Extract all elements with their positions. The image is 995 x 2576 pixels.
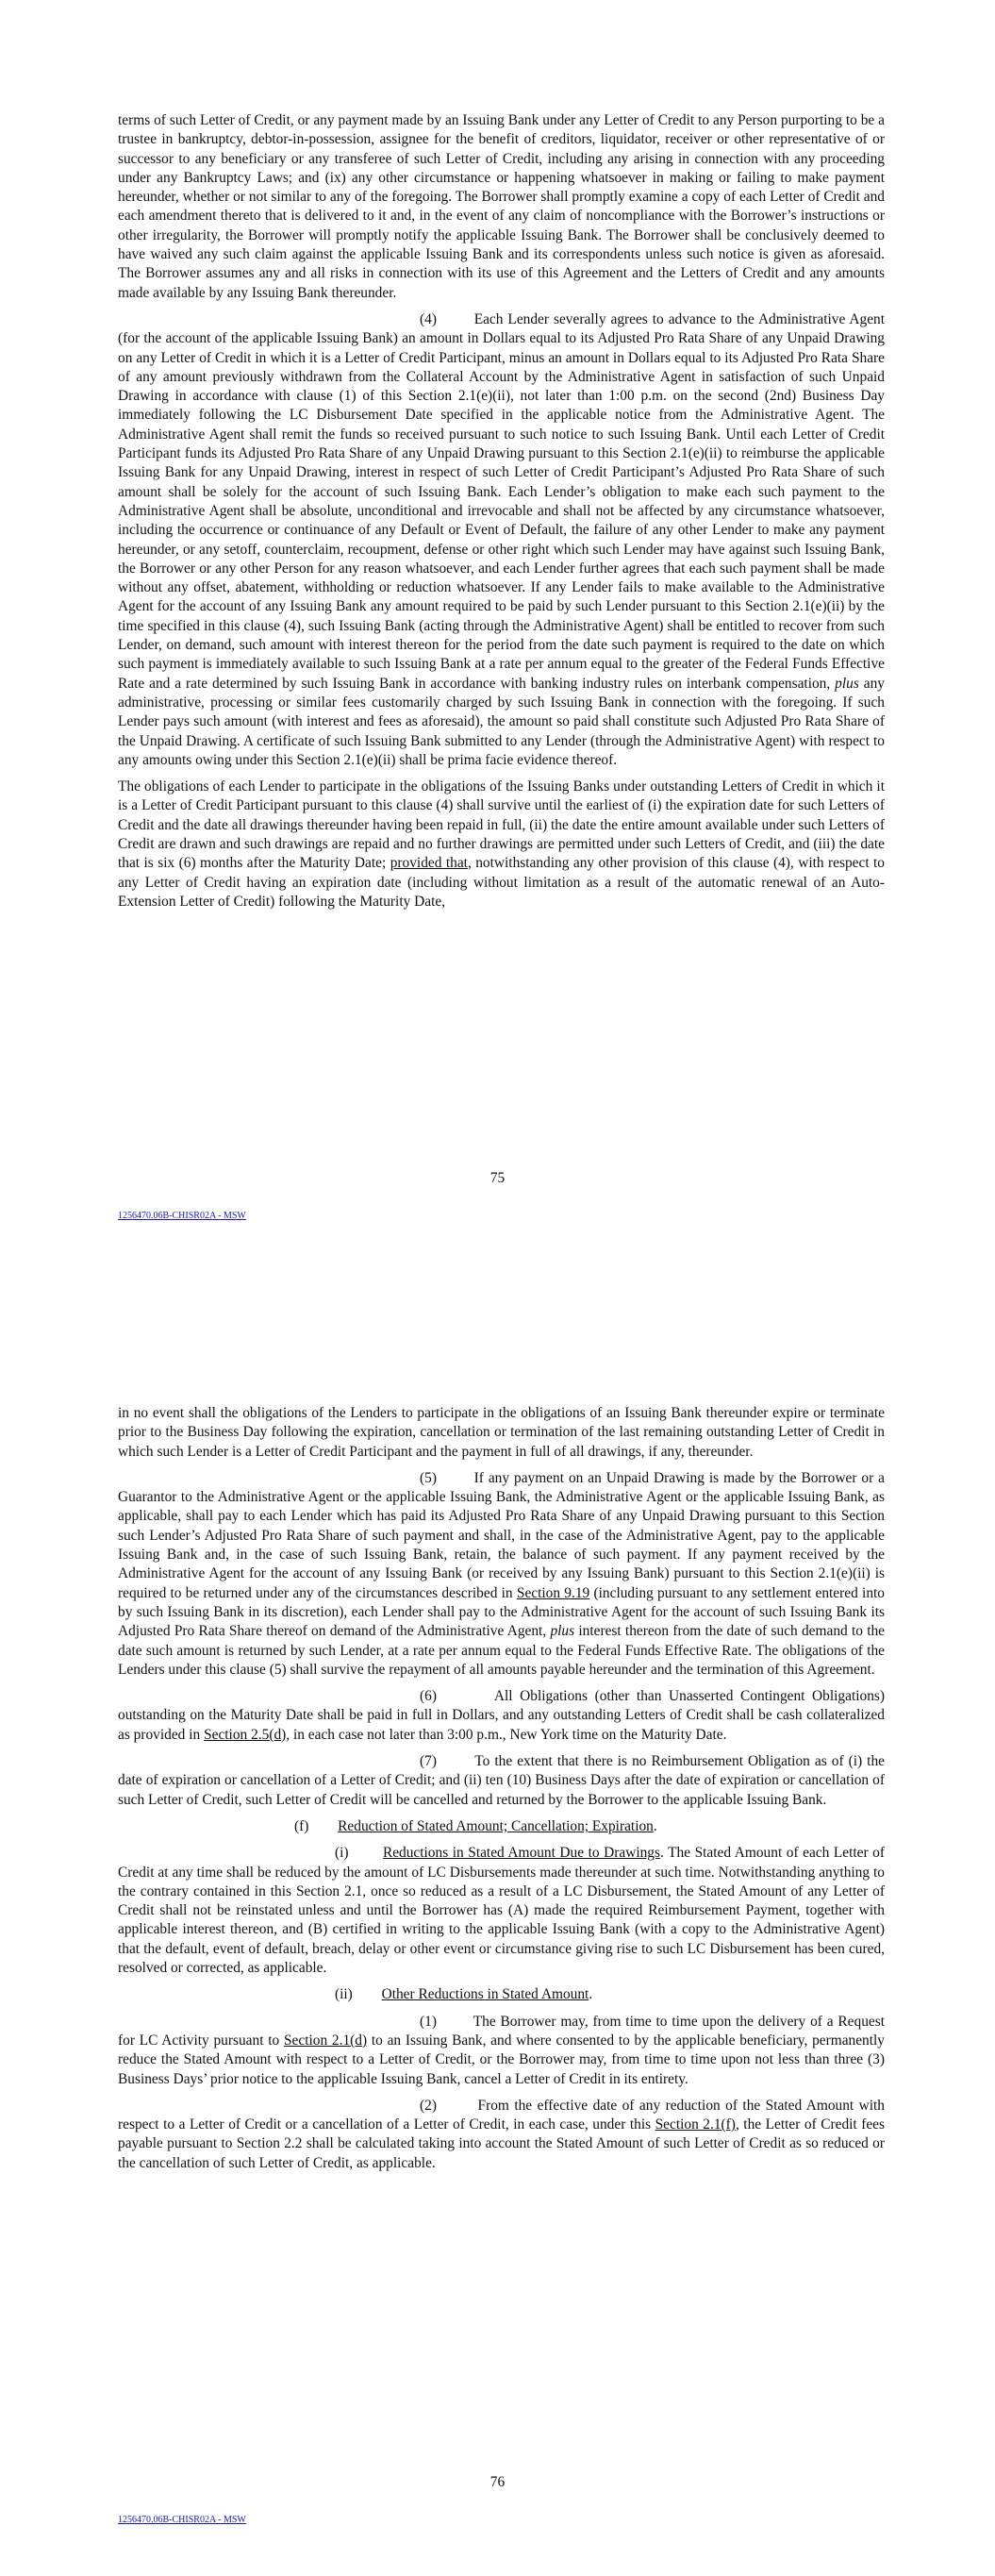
clause-text: interest thereon from the date of such demand to the date such amount is returned by such Lender, at a rate per annum equal to the Federal Funds Effective Rate. The obligations of the Lenders under this clause (5) shall survive the repayment of all amounts payable hereunder and the termination of this Agreement. <box>118 1623 885 1678</box>
clause-text: All Obligations (other than Unasserted Contingent Obligations) outstanding on the Maturity Date shall be paid in full in Dollars, and any outstanding Letters of Credit shall be cash collateralized as provided in <box>118 1688 885 1743</box>
paragraph-ii-2 <box>118 2097 885 2173</box>
clause-text: Each Lender severally agrees to advance to the Administrative Agent (for the account of the applicable Issuing Bank) an amount in Dollars equal to its Adjusted Pro Rata Share of any Unpaid Drawing on any Letter of Credit in which it is a Letter of Credit Participant, minus an amount in Dollars equal to its Adjusted Pro Rata Share of any amount previously withdrawn from the Collateral Account by the Administrative Agent in satisfaction of such Unpaid Drawing in accordance with clause (1) of this Section 2.1(e)(ii), not later than 1:00 p.m. on the second (2nd) Business Day immediately following the LC Disbursement Date specified in the applicable notice from the Administrative Agent. The Administrative Agent shall remit the funds so received pursuant to such notice to such Issuing Bank. Until each Letter of Credit Participant funds its Adjusted Pro Rata Share of any Unpaid Drawing pursuant to this Section 2.1(e)(ii) to reimburse the applicable Issuing Bank for any Unpaid Drawing, interest in respect of such Letter of Credit Participant’s Adjusted Pro Rata Share of such amount shall be solely for the account of such Issuing Bank. Each Lender’s obligation to make each such payment to the Administrative Agent shall be absolute, unconditional and irrevocable and shall not be affected by any circumstance whatsoever, including the occurrence or continuance of any Default or Event of Default, the failure of any other Lender to make any payment hereunder, or any setoff, counterclaim, recoupment, defense or other right which such Lender may have against such Issuing Bank, the Borrower or any other Person for any reason whatsoever, and each Lender further agrees that each such payment shall be made without any offset, abatement, withholding or reduction whatsoever. If any Lender fails to make available to the Administrative Agent for the account of any Issuing Bank any amount required to be paid by such Lender pursuant to this Section 2.1(e)(ii) by the time specified in this clause (4), such Issuing Bank (acting through the Administrative Agent) shall be entitled to recover from such Lender, on demand, such amount with interest thereon for the period from the date such payment is required to the date on which such payment is immediately available to such Issuing Bank at a rate per annum equal to the greater of the Federal Funds Effective Rate and a rate determined by such Issuing Bank in accordance with banking industry rules on interbank compensation, <box>118 310 886 692</box>
clause-number: (5) <box>420 1469 437 1486</box>
clause-text: (including pursuant to any settlement entered into by such Issuing Bank in its discretion), each Lender shall pay to the Administrative Agent for the account of such Issuing Bank its Adjusted Pro Rata Share thereof on demand of the Administrative Agent, <box>118 1584 885 1640</box>
page-75-body <box>118 111 885 919</box>
provided-that: provided that <box>390 855 468 872</box>
clause-text: From the effective date of any reduction of the Stated Amount with respect to a Letter of Credit or a cancellation of a Letter of Credit, in each case, under this <box>118 2097 885 2133</box>
clause-number: (i) <box>335 1845 349 1862</box>
page-number: 75 <box>489 1170 506 1186</box>
section-reference: Section 9.19 <box>516 1584 590 1601</box>
paragraph-clause-5 <box>118 1469 885 1680</box>
paragraph-obligations <box>118 778 885 912</box>
heading-subclause-ii: (ii) Other Reductions in Stated Amount. <box>335 1986 593 2003</box>
clause-number: (6) <box>420 1688 437 1705</box>
clause-number: (f) <box>294 1817 309 1834</box>
clause-text: If any payment on an Unpaid Drawing is made by the Borrower or a Guarantor to the Administrative Agent or the applicable Issuing Bank, the Administrative Agent or the applicable Issuing Bank, as applicable, shall pay to each Lender which has paid its Adjusted Pro Rata Share of any Unpaid Drawing pursuant to this Section such Lender’s Adjusted Pro Rata Share of such payment and shall, in the case of the Administrative Agent, pay to the applicable Issuing Bank and, in the case of such Issuing Bank, retain, the balance of such payment. If any payment received by the Administrative Agent for the account of any Issuing Bank (or received by any Issuing Bank) pursuant to this Section 2.1(e)(ii) is required to be returned under any of the circumstances described in <box>118 1469 886 1601</box>
clause-text: . The Stated Amount of each Letter of Credit at any time shall be reduced by the amount of LC Disbursements made thereunder at such time. Notwithstanding anything to the contrary contained in this Section 2.1, once so reduced as a result of a LC Disbursement, the Stated Amount of any Letter of Credit shall not be reinstated unless and until the Borrower has (A) made the required Reimbursement Payment, together with applicable interest thereon, and (B) certified in writing to the applicable Issuing Bank (with a copy to the Administrative Agent) that the default, event of default, breach, delay or other event or circumstance giving rise to such LC Disbursement has been cured, resolved or corrected, as applicable. <box>118 1845 885 1977</box>
paragraph-text: The obligations of each Lender to participate in the obligations of the Issuing Banks under outstanding Letters of Credit in which it is a Letter of Credit Participant pursuant to this clause (4) shall survive until the earliest of (i) the expiration date for such Letters of Credit and the date all drawings thereunder having been repaid in full, (ii) the date the entire amount available under such Letters of Credit are drawn and such drawings are repaid and no further drawings are permitted under such Letters of Credit, and (iii) the date that is six (6) months after the Maturity Date; <box>118 778 885 872</box>
subclause-heading: Other Reductions in Stated Amount <box>381 1986 589 2003</box>
paragraph-clause-4 <box>118 310 885 770</box>
emphasis-plus: plus <box>835 675 859 692</box>
paragraph-clause-7 <box>118 1752 885 1810</box>
clause-number: (ii) <box>335 1986 353 2003</box>
subclause-heading: Reductions in Stated Amount Due to Drawings <box>382 1845 660 1862</box>
paragraph-clause-6 <box>118 1687 885 1745</box>
emphasis-plus: plus <box>550 1623 575 1640</box>
paragraph-text: , notwithstanding any other provision of this clause (4), with respect to any Letter of Credit having an expiration date (including without limitation as a result of the automatic renewal of an Auto-Extension Letter of Credit) following the Maturity Date, <box>118 855 886 910</box>
paragraph-ii-1 <box>118 2013 885 2089</box>
page-76-body <box>118 1404 885 2181</box>
clause-text: , the Letter of Credit fees payable pursuant to Section 2.2 shall be calculated taking into account the Stated Amount of such Letter of Credit as so reduced or the cancellation of such Letter of Credit, as applicable. <box>118 2116 885 2171</box>
paragraph-subclause-i <box>118 1844 885 1978</box>
clause-text: to an Issuing Bank, and where consented to by the applicable beneficiary, permanently reduce the Stated Amount with respect to a Letter of Credit, or the Borrower may, from time to time upon not less than three (3) Business Days’ prior notice to the applicable Issuing Bank, cancel a Letter of Credit in its entirety. <box>118 2032 885 2087</box>
section-reference: Section 2.5(d) <box>204 1726 287 1743</box>
section-reference: Section 2.1(f) <box>655 2116 736 2133</box>
clause-text: , in each case not later than 3:00 p.m., New York time on the Maturity Date. <box>286 1726 727 1743</box>
clause-text: The Borrower may, from time to time upon the delivery of a Request for LC Activity pursuant to <box>118 2013 885 2049</box>
section-heading: Reduction of Stated Amount; Cancellation; Expiration <box>338 1817 654 1834</box>
clause-text: any administrative, processing or similar fees customarily charged by such Issuing Bank in connection with the foregoing. If such Lender pays such amount (with interest and fees as aforesaid), the amount so paid shall constitute such Adjusted Pro Rata Share of the Unpaid Drawing. A certificate of such Issuing Bank submitted to any Lender (through the Administrative Agent) with respect to any amounts owing under this Section 2.1(e)(ii) shall be prima facie evidence thereof. <box>118 675 885 768</box>
document-id: 1256470.06B-CHISR02A - MSW <box>118 1211 246 1221</box>
page-number: 76 <box>489 2474 506 2490</box>
clause-number: (7) <box>420 1753 437 1770</box>
paragraph-continuation: terms of such Letter of Credit, or any payment made by an Issuing Bank under any Letter of Credit to any Person purporting to be a trustee in bankruptcy, debtor-in-possession, assignee for the benefit of creditors, liquidator, receiver or other representative of or successor to any beneficiary or any transferee of such Letter of Credit, including any arising in connection with any proceeding under any Bankruptcy Laws; and (ix) any other circumstance or happening whatsoever in making or failing to make payment hereunder, whether or not similar to any of the foregoing. The Borrower shall promptly examine a copy of each Letter of Credit and each amendment thereto that is delivered to it and, in the event of any claim of noncompliance with the Borrower’s instructions or other irregularity, the Borrower will promptly notify the applicable Issuing Bank. The Borrower shall be conclusively deemed to have waived any such claim against the applicable Issuing Bank and its correspondents unless such notice is given as aforesaid. The Borrower assumes any and all risks in connection with its use of this Agreement and the Letters of Credit and any amounts made available by any Issuing Bank thereunder. <box>118 112 885 301</box>
document-id: 1256470.06B-CHISR02A - MSW <box>118 2515 246 2525</box>
section-reference: Section 2.1(d) <box>283 2032 368 2049</box>
heading-f: (f) Reduction of Stated Amount; Cancellation; Expiration. <box>294 1817 657 1834</box>
clause-text: To the extent that there is no Reimbursement Obligation as of (i) the date of expiration or cancellation of a Letter of Credit; and (ii) ten (10) Business Days after the date of expiration or cancellation of such Letter of Credit, such Letter of Credit will be cancelled and returned by the Borrower to the applicable Issuing Bank. <box>118 1753 885 1808</box>
clause-number: (2) <box>420 2097 437 2114</box>
paragraph-continuation: in no event shall the obligations of the Lenders to participate in the obligations of an Issuing Bank thereunder expire or terminate prior to the Business Day following the expiration, cancellation or termination of the last remaining outstanding Letter of Credit in which such Lender is a Letter of Credit Participant and the payment in full of all drawings, if any, thereunder. <box>118 1405 885 1460</box>
clause-number: (1) <box>420 2013 437 2030</box>
clause-number: (4) <box>420 310 437 327</box>
